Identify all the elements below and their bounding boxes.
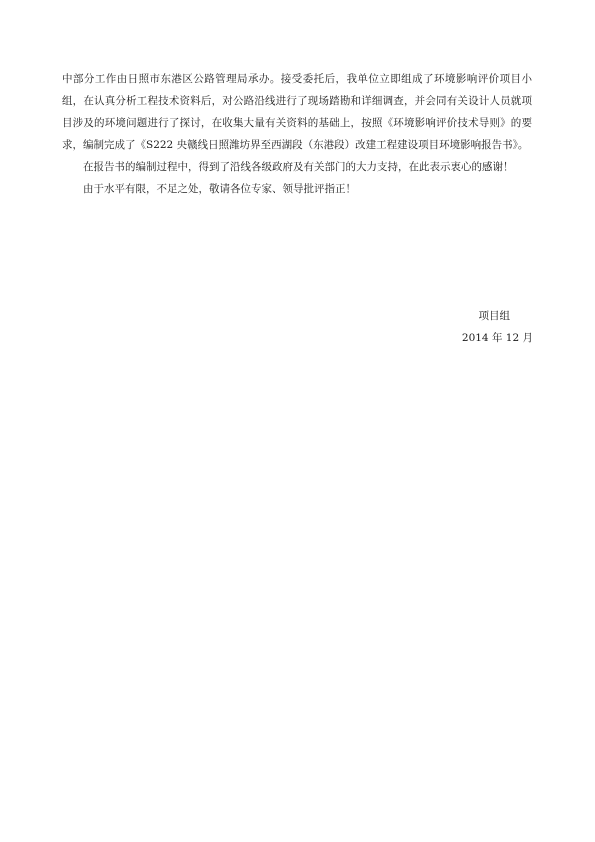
signature-org: 项目组 xyxy=(478,310,510,322)
paragraph-request-feedback: 由于水平有限，不足之处，敬请各位专家、领导批评指正！ xyxy=(83,183,356,195)
paragraph-continuation: 中部分工作由日照市东港区公路管理局承办。接受委托后，我单位立即组成了环境影响评价项目小组，在认真分析工程技术资料后，对公路沿线进行了现场踏勘和详细调查，并会同有关设计人员就项目涉及的环境问题进行了探讨，在收集大量有关资料的基础上，按照《环境影响评价技术导则》的要求，编制完成了《S222 央赣线日照潍坊界至西湖段（东港段）改建工程建设项目环境影响报告书》。 xyxy=(62,73,532,151)
signature-date: 2014 年 12 月 xyxy=(461,332,533,344)
paragraph-acknowledgement: 在报告书的编制过程中，得到了沿线各级政府及有关部门的大力支持，在此表示衷心的感谢！ xyxy=(83,161,514,173)
document-body xyxy=(62,68,532,200)
